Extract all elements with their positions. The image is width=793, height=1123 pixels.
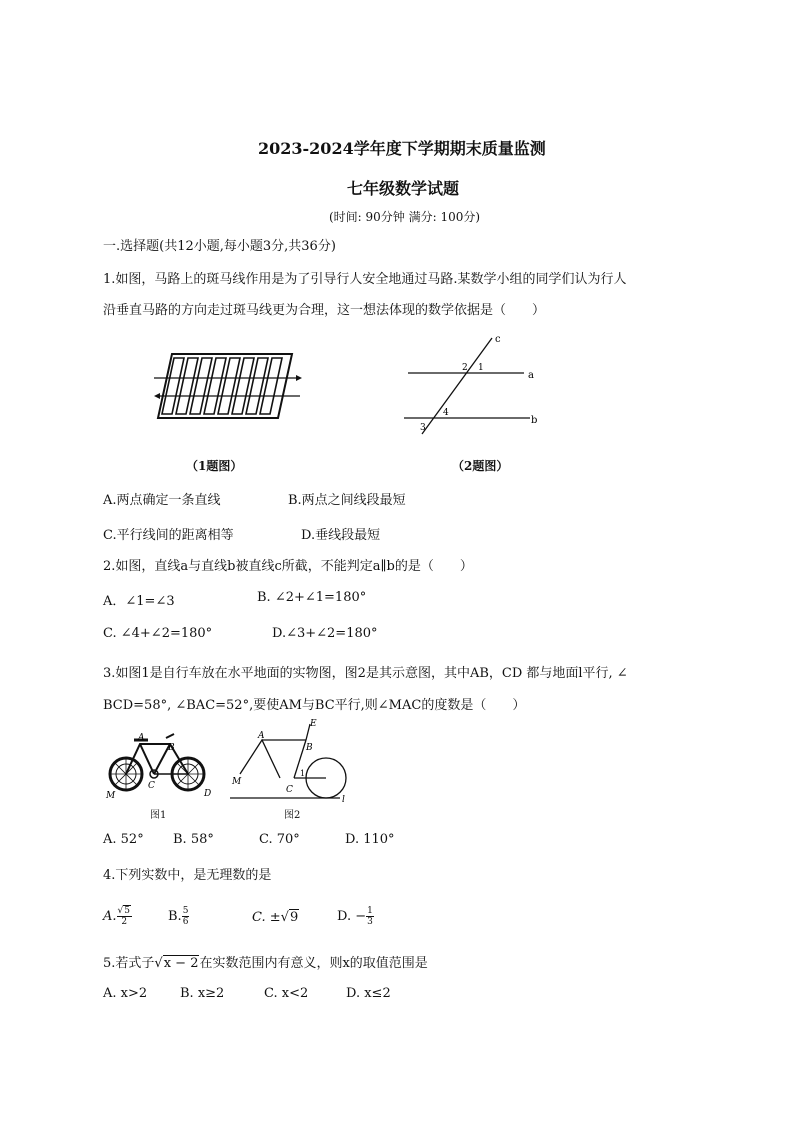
q1-stem-line1: 1.如图，马路上的斑马线作用是为了引导行人安全地通过马路.某数学小组的同学们认为行人: [103, 272, 627, 287]
q2-option-c[interactable]: C. ∠4+∠2=180°: [103, 626, 213, 641]
bike-label-b: B: [168, 743, 175, 753]
q3-option-a[interactable]: A. 52°: [103, 832, 144, 847]
label-a: a: [528, 370, 534, 381]
q1-option-a[interactable]: A.两点确定一条直线: [103, 493, 221, 508]
bike-label-d: D: [204, 789, 212, 799]
q5-option-d[interactable]: D. x≤2: [346, 986, 391, 1001]
section-heading: 一.选择题(共12小题,每小题3分,共36分): [103, 239, 336, 254]
q4-option-d[interactable]: [337, 906, 374, 927]
q4-a-den: 2: [121, 917, 128, 927]
q3-option-c[interactable]: C. 70°: [259, 832, 300, 847]
q2-option-b[interactable]: B. ∠2+∠1=180°: [257, 590, 367, 605]
q4-b-den: 6: [182, 917, 189, 927]
label-c: c: [495, 334, 501, 345]
schematic-label-c: C: [286, 785, 293, 795]
bike-fig1-caption: 图1: [150, 810, 167, 821]
q2-stem: 2.如图，直线a与直线b被直线c所截，不能判定a∥b的是（ ）: [103, 559, 473, 574]
schematic-label-a: A: [258, 731, 265, 741]
q4-option-c[interactable]: C. ±√9: [252, 910, 299, 925]
schematic-label-e: E: [310, 719, 317, 729]
time-note: (时间: 90分钟 满分: 100分): [329, 210, 481, 224]
angle-label-2: 2: [462, 363, 468, 373]
q5-stem: 5.若式子√x − 2在实数范围内有意义，则x的取值范围是: [103, 956, 428, 971]
q4-d-num: 1: [367, 906, 373, 916]
bike-fig2-caption: 图2: [284, 810, 301, 821]
q4-b-prefix: B.: [168, 909, 182, 924]
schematic-label-m: M: [232, 777, 242, 787]
angle-label-4: 4: [443, 408, 449, 418]
q3-stem-line1: 3.如图1是自行车放在水平地面的实物图，图2是其示意图，其中AB，CD 都与地面l平行, ∠: [103, 666, 628, 681]
q2-option-d[interactable]: D.∠3+∠2=180°: [272, 626, 378, 641]
q4-option-b[interactable]: [168, 906, 189, 927]
parallel-lines-figure: [400, 334, 560, 444]
zebra-crossing-figure: [150, 352, 310, 432]
q4-c-prefix: C. ±: [252, 910, 281, 925]
q5-stem-pre: 5.若式子: [103, 956, 155, 971]
q1-stem-line2: 沿垂直马路的方向走过斑马线更为合理，这一想法体现的数学依据是（ ）: [103, 303, 546, 318]
q5-stem-post: 在实数范围内有意义，则x的取值范围是: [199, 956, 428, 971]
exam-title: 2023-2024学年度下学期期末质量监测: [258, 139, 546, 158]
q5-option-a[interactable]: A. x>2: [103, 986, 148, 1001]
bicycle-figure: [106, 730, 216, 810]
bicycle-schematic-figure: [226, 718, 356, 808]
q4-d-prefix: D. −: [337, 909, 367, 924]
q1-option-d[interactable]: D.垂线段最短: [301, 528, 381, 543]
angle-label-3: 3: [420, 423, 426, 433]
q1-option-c[interactable]: C.平行线间的距离相等: [103, 528, 234, 543]
label-b: b: [531, 415, 538, 426]
q4-b-num: 5: [182, 906, 189, 916]
bike-label-m: M: [106, 791, 116, 801]
q4-d-den: 3: [367, 917, 373, 927]
schematic-label-b: B: [306, 743, 313, 753]
fig2-caption: （2题图）: [452, 459, 509, 473]
q4-a-radicand: 5: [124, 906, 131, 916]
q3-option-b[interactable]: B. 58°: [173, 832, 214, 847]
q3-option-d[interactable]: D. 110°: [345, 832, 395, 847]
fig1-caption: （1题图）: [186, 459, 243, 473]
q4-a-prefix: A.: [103, 909, 117, 924]
q1-option-b[interactable]: B.两点之间线段最短: [288, 493, 406, 508]
exam-subtitle: 七年级数学试题: [347, 179, 460, 198]
q2-option-a[interactable]: A．∠1=∠3: [103, 594, 175, 609]
q4-c-radicand: 9: [289, 910, 299, 925]
q5-option-b[interactable]: B. x≥2: [180, 986, 225, 1001]
q4-option-a[interactable]: A. $\frac{√5}{2}$: [103, 906, 131, 927]
q5-radicand: x − 2: [163, 956, 199, 971]
q5-option-c[interactable]: C. x<2: [264, 986, 309, 1001]
q4-stem: 4.下列实数中，是无理数的是: [103, 868, 272, 883]
angle-label-1: 1: [478, 363, 484, 373]
schematic-angle-1: 1: [300, 769, 306, 778]
bike-label-c: C: [148, 781, 155, 791]
q3-stem-line2: BCD=58°, ∠BAC=52°,要使AM与BC平行,则∠MAC的度数是（ ）: [103, 698, 526, 713]
bike-label-a: A: [138, 733, 145, 743]
schematic-label-l: l: [342, 795, 345, 805]
